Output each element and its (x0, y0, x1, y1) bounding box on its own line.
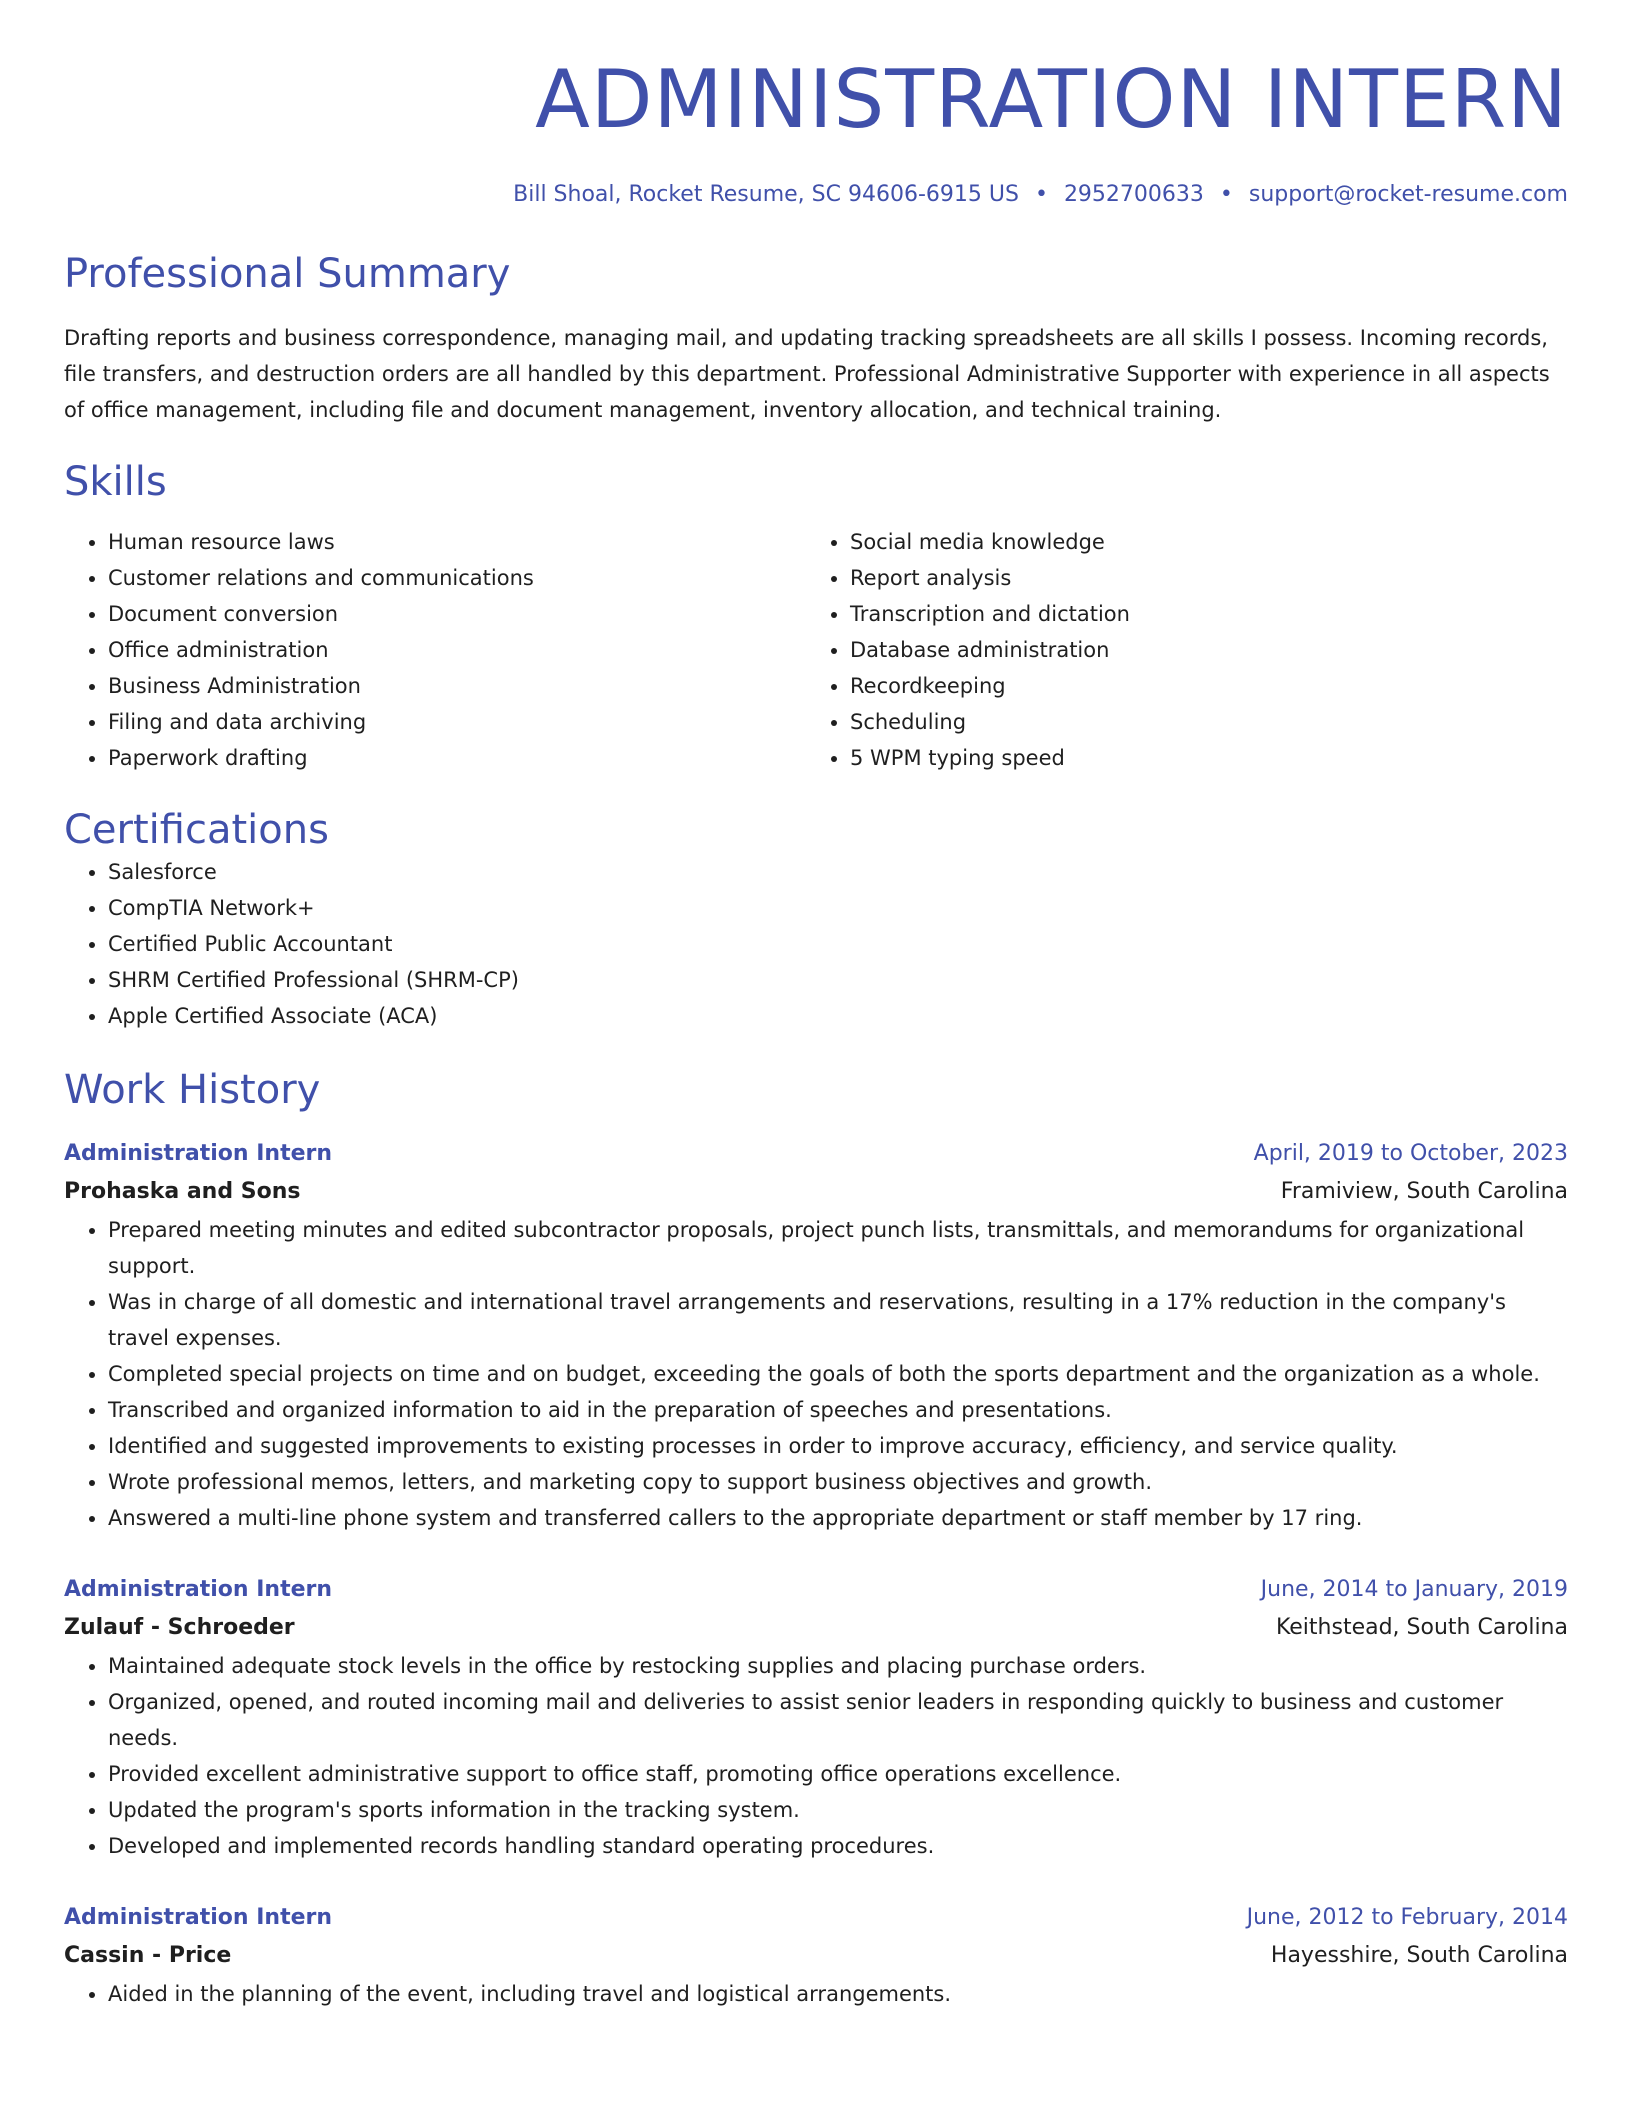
summary-heading: Professional Summary (64, 251, 511, 297)
job-bullet: • Updated the program's sports information in the tracking system. (108, 1792, 1568, 1828)
job-title: Administration Intern (64, 1577, 333, 1602)
job-bullet: • Aided in the planning of the event, including travel and logistical arrangements. (108, 1976, 1568, 2012)
skills-grid (64, 524, 1568, 776)
job-bullets (64, 1648, 1568, 1864)
certification-item: • Certified Public Accountant (108, 926, 1568, 962)
job-bullet: • Identified and suggested improvements to existing processes in order to improve accuracy, efficiency, and service quality. (108, 1428, 1568, 1464)
job-title-row (64, 1572, 1568, 1608)
certification-item: • Salesforce (108, 854, 1568, 890)
job-entry (64, 1572, 1568, 1864)
skill-item: • Transcription and dictation (850, 596, 1548, 632)
job-bullet: • Was in charge of all domestic and international travel arrangements and reservations, resulting in a 17% reduction in the company's travel expenses. (108, 1284, 1568, 1356)
contact-separator: • (1034, 182, 1048, 207)
job-dates: June, 2012 to February, 2014 (1246, 1905, 1568, 1930)
job-entry (64, 1136, 1568, 1536)
job-location: Framiview, South Carolina (1280, 1179, 1568, 1204)
skill-item: • Scheduling (850, 704, 1548, 740)
contact-phone: 2952700633 (1063, 182, 1204, 207)
job-dates: April, 2019 to October, 2023 (1253, 1141, 1568, 1166)
certifications-heading: Certifications (64, 807, 329, 853)
job-company-row (64, 1608, 1568, 1648)
skill-item: • Report analysis (850, 560, 1548, 596)
job-company-row (64, 1172, 1568, 1212)
job-bullet: • Provided excellent administrative support to office staff, promoting office operations excellence. (108, 1756, 1568, 1792)
job-title: Administration Intern (64, 1141, 333, 1166)
skills-heading: Skills (64, 459, 167, 505)
contact-separator: • (1219, 182, 1233, 207)
certification-item: • CompTIA Network+ (108, 890, 1568, 926)
resume-page (64, 0, 1568, 2012)
job-company: Zulauf - Schroeder (64, 1615, 295, 1640)
skill-item: • Business Administration (108, 668, 806, 704)
skills-right-list (806, 524, 1548, 776)
summary-text: Drafting reports and business correspondence, managing mail, and updating tracking spreadsheets are all skills I possess. Incoming records, file transfers, and destruction orders are all handled by this department. Professional Administrative Supporter with experience in all aspects of office management, including file and document management, inventory allocation, and technical training. (64, 326, 1550, 422)
job-company: Cassin - Price (64, 1943, 232, 1968)
job-entry (64, 1900, 1568, 2012)
skill-item: • Human resource laws (108, 524, 806, 560)
contact-line (64, 180, 1568, 210)
job-bullet: • Maintained adequate stock levels in the office by restocking supplies and placing purchase orders. (108, 1648, 1568, 1684)
contact-email: support@rocket-resume.com (1248, 182, 1568, 207)
job-bullet: • Completed special projects on time and on budget, exceeding the goals of both the sports department and the organization as a whole. (108, 1356, 1568, 1392)
job-bullet: • Answered a multi-line phone system and transferred callers to the appropriate department or staff member by 17 ring. (108, 1500, 1568, 1536)
job-bullet: • Organized, opened, and routed incoming mail and deliveries to assist senior leaders in responding quickly to business and customer needs. (108, 1684, 1568, 1756)
certification-item: • Apple Certified Associate (ACA) (108, 998, 1568, 1034)
skill-item: • Customer relations and communications (108, 560, 806, 596)
skill-item: • Document conversion (108, 596, 806, 632)
skill-item: • Recordkeeping (850, 668, 1548, 704)
job-bullet: • Prepared meeting minutes and edited subcontractor proposals, project punch lists, transmittals, and memorandums for organizational support. (108, 1212, 1568, 1284)
job-company-row (64, 1936, 1568, 1976)
job-title: Administration Intern (64, 1905, 333, 1930)
skill-item: • Database administration (850, 632, 1548, 668)
candidate-title: ADMINISTRATION INTERN (535, 53, 1568, 146)
job-bullet: • Developed and implemented records handling standard operating procedures. (108, 1828, 1568, 1864)
skill-item: • Office administration (108, 632, 806, 668)
job-company: Prohaska and Sons (64, 1179, 301, 1204)
job-location: Hayesshire, South Carolina (1270, 1943, 1568, 1968)
job-bullets (64, 1976, 1568, 2012)
resume-header (64, 0, 1568, 210)
job-dates: June, 2014 to January, 2019 (1260, 1577, 1568, 1602)
job-title-row (64, 1136, 1568, 1172)
contact-address: Bill Shoal, Rocket Resume, SC 94606-6915 US (513, 182, 1019, 207)
certification-item: • SHRM Certified Professional (SHRM-CP) (108, 962, 1568, 998)
job-bullet: • Transcribed and organized information to aid in the preparation of speeches and presentations. (108, 1392, 1568, 1428)
skill-item: • Social media knowledge (850, 524, 1548, 560)
job-title-row (64, 1900, 1568, 1936)
certifications-list (64, 854, 1568, 1034)
work-history-heading: Work History (64, 1067, 321, 1113)
skill-item: • Paperwork drafting (108, 740, 806, 776)
job-location: Keithstead, South Carolina (1275, 1615, 1568, 1640)
skills-left-list (64, 524, 806, 776)
skill-item: • Filing and data archiving (108, 704, 806, 740)
job-bullets (64, 1212, 1568, 1536)
job-bullet: • Wrote professional memos, letters, and marketing copy to support business objectives and growth. (108, 1464, 1568, 1500)
skill-item: • 5 WPM typing speed (850, 740, 1548, 776)
